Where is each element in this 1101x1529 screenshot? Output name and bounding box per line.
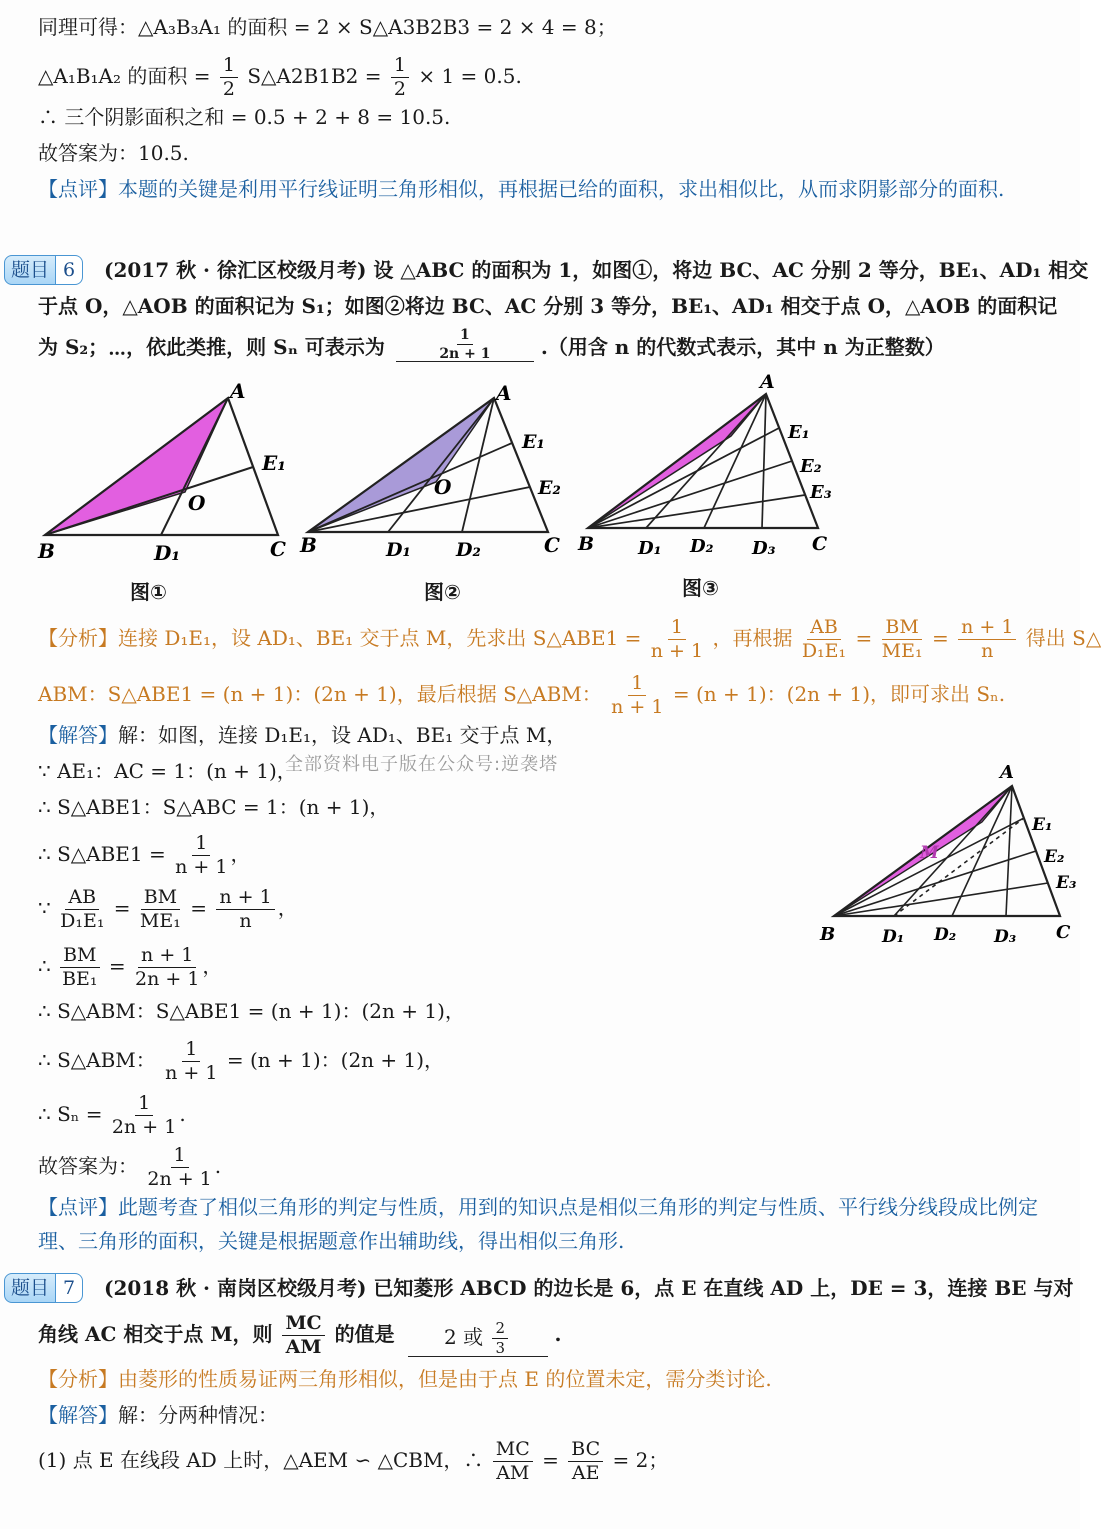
q6-stem-1: (2017 秋 · 徐汇区校级月考) 设 △ABC 的面积为 1，如图①，将边 BC、AC 分别 2 等分，BE₁、AD₁ 相交 bbox=[104, 258, 1089, 282]
q6-solution-line-6: ∴ $\frac{BM}{\text{BE₁}}$ = $\frac{n + 1}{2n + 1}$ ， bbox=[38, 944, 223, 990]
label-d3: D₃ bbox=[994, 927, 1017, 947]
fraction: $\frac{1}{2n + 1}$ bbox=[111, 1092, 177, 1138]
label-e2: E₂ bbox=[1044, 847, 1065, 867]
label-e1: E₁ bbox=[522, 431, 545, 453]
label-d1: D₁ bbox=[638, 538, 662, 559]
label-o: O bbox=[188, 491, 206, 515]
question-badge-6: 题目 6 bbox=[4, 254, 83, 286]
label-a: A bbox=[1000, 762, 1014, 783]
q6-solution-line-4: ∴ S△ABE1 = $\frac{1}{n + 1}$ ， bbox=[38, 832, 251, 878]
q7-analysis: 【分析】由菱形的性质易证两三角形相似，但是由于点 E 的位置未定，需分类讨论. bbox=[38, 1367, 772, 1391]
label-b: B bbox=[820, 924, 836, 945]
q6-comment: 【点评】此题考查了相似三角形的判定与性质，用到的知识点是相似三角形的判定与性质、平行线分线段成比例定理、三角形的面积，关键是根据题意作出辅助线，得出相似三角形. bbox=[38, 1195, 1038, 1253]
label-e1: E₁ bbox=[788, 422, 810, 443]
q6-solution-line-5: ∵ $\frac{AB}{\text{D₁E₁}}$ = $\frac{BM}{\text{ME₁}}$ = $\frac{n + 1}{n}$ ， bbox=[38, 886, 298, 932]
fraction: $\frac{BM}{\text{BE₁}}$ bbox=[62, 944, 98, 990]
label-o: O bbox=[434, 475, 452, 499]
prev-line-3: ∴ 三个阴影面积之和 = 0.5 + 2 + 8 = 10.5. bbox=[38, 105, 451, 129]
comment-tag: 【点评】 bbox=[38, 1195, 118, 1219]
triangle-abc bbox=[588, 394, 818, 528]
fraction: $\frac{n + 1}{n}$ bbox=[958, 618, 1016, 661]
watermark: 全部资料电子版在公众号:逆袭塔 bbox=[285, 754, 559, 775]
q6-analysis-line-2: ABM：S△ABE1 = (n + 1)：(2n + 1)，最后根据 S△ABM： $\frac{1}{n + 1}$ = (n + 1)：(2n + 1)，即可求出 Sₙ. bbox=[38, 672, 1006, 718]
label-e2: E₂ bbox=[538, 477, 561, 499]
solution-tag: 【解答】 bbox=[38, 1403, 118, 1427]
q6-solution-line-2: ∵ AE₁：AC = 1：(n + 1)， bbox=[38, 759, 297, 783]
fraction: $\frac{1}{n + 1}$ bbox=[611, 672, 664, 718]
segment-be1 bbox=[308, 443, 512, 532]
label-c: C bbox=[270, 537, 286, 561]
q6-solution-line-7: ∴ S△ABM：S△ABE1 = (n + 1)：(2n + 1)， bbox=[38, 999, 465, 1023]
fraction: $\frac{1}{2}$ bbox=[391, 56, 409, 99]
q7-solution-line-2: (1) 点 E 在线段 AD 上时，△AEM ∽ △CBM，∴ $\frac{MC}{AM}$ = $\frac{BC}{AE}$ = 2； bbox=[38, 1438, 669, 1484]
triangle-abc bbox=[834, 786, 1060, 916]
q6-analysis-line-1: 【分析】连接 D₁E₁，设 AD₁、BE₁ 交于点 M，先求出 S△ABE1 = $\frac{1}{n + 1}$ ，再根据 $\frac{AB}{\text{D₁E₁}}$ = $\frac{BM}{\text{ME₁}}$ = $\frac{n + 1}{n}$ 得出 S△ bbox=[38, 616, 1101, 662]
label-b: B bbox=[300, 533, 317, 557]
q6-stem-3: 为 S₂；⋯，依此类推，则 Sₙ 可表示为 $\frac{1}{2n + 1}$ .（用含 n 的代数式表示，其中 n 为正整数） bbox=[38, 327, 945, 362]
fraction: $\frac{1}{2}$ bbox=[220, 56, 238, 99]
figure-3-caption: 图③ bbox=[682, 576, 719, 600]
fraction: $\frac{1}{n + 1}$ bbox=[175, 832, 228, 878]
answer-fraction: $\frac{2}{3}$ bbox=[492, 1321, 508, 1356]
fraction: $\frac{BM}{\text{ME₁}}$ bbox=[139, 886, 181, 932]
figure-2-caption: 图② bbox=[424, 580, 461, 604]
label-d2: D₂ bbox=[690, 536, 714, 557]
analysis-tag: 【分析】 bbox=[38, 626, 118, 650]
fraction: $\frac{AB}{\text{D₁E₁}}$ bbox=[801, 616, 847, 662]
q6-solution-line-1: 【解答】解：如图，连接 D₁E₁，设 AD₁、BE₁ 交于点 M， bbox=[38, 723, 567, 747]
label-e1: E₁ bbox=[262, 451, 287, 475]
fraction: $\frac{BC}{AE}$ bbox=[568, 1440, 603, 1483]
label-c: C bbox=[812, 533, 828, 555]
label-e1: E₁ bbox=[1032, 815, 1053, 835]
q6-solution-line-3: ∴ S△ABE1：S△ABC = 1：(n + 1)， bbox=[38, 795, 390, 819]
fraction: $\frac{1}{n + 1}$ bbox=[165, 1038, 218, 1084]
prev-line-2: △A₁B₁A₂ 的面积 = $\frac{1}{2}$ S△A2B1B2 = $\frac{1}{2}$ × 1 = 0.5. bbox=[38, 54, 522, 100]
label-a: A bbox=[760, 371, 775, 393]
label-m: M bbox=[920, 843, 939, 863]
solution-figure bbox=[820, 758, 1080, 958]
comment-tag: 【点评】 bbox=[38, 177, 118, 201]
label-d1: D₁ bbox=[386, 539, 411, 561]
question-badge-7: 题目 7 bbox=[4, 1272, 83, 1304]
label-a: A bbox=[496, 381, 512, 405]
q7-stem-1: (2018 秋 · 南岗区校级月考) 已知菱形 ABCD 的边长是 6，点 E 在直线 AD 上，DE = 3，连接 BE 与对 bbox=[104, 1276, 1074, 1300]
prev-comment: 【点评】本题的关键是利用平行线证明三角形相似，再根据已给的面积，求出相似比，从而求阴影部分的面积. bbox=[38, 177, 1005, 201]
label-d1: D₁ bbox=[882, 927, 905, 947]
solution-tag: 【解答】 bbox=[38, 723, 118, 747]
fraction: $\frac{n + 1}{n}$ bbox=[216, 888, 274, 931]
q6-solution-line-9: ∴ Sₙ = $\frac{1}{2n + 1}$ . bbox=[38, 1092, 186, 1138]
label-e3: E₃ bbox=[810, 482, 832, 503]
segment-ad2 bbox=[704, 394, 766, 528]
segment-ad1 bbox=[894, 786, 1012, 916]
fraction: $\frac{MC}{AM}$ bbox=[493, 1440, 533, 1483]
label-e3: E₃ bbox=[1056, 873, 1077, 893]
label-d2: D₂ bbox=[934, 925, 957, 945]
label-c: C bbox=[1056, 922, 1071, 943]
segment-ad3 bbox=[1006, 786, 1012, 916]
analysis-tag: 【分析】 bbox=[38, 1367, 118, 1391]
q6-solution-line-10: 故答案为： $\frac{1}{2n + 1}$ . bbox=[38, 1144, 222, 1190]
segment-ad3 bbox=[762, 394, 766, 528]
label-a: A bbox=[230, 379, 246, 403]
label-e2: E₂ bbox=[800, 456, 822, 477]
answer-fraction: $\frac{1}{2n + 1}$ bbox=[439, 327, 491, 362]
q7-solution-line-1: 【解答】解：分两种情况： bbox=[38, 1403, 278, 1427]
fraction: $\frac{1}{2n + 1}$ bbox=[147, 1144, 212, 1190]
figure-1 bbox=[30, 370, 300, 570]
label-d1: D₁ bbox=[154, 541, 181, 565]
fraction: $\frac{n + 1}{2n + 1}$ bbox=[135, 944, 200, 990]
label-d3: D₃ bbox=[752, 538, 776, 559]
fraction: $\frac{MC}{AM}$ bbox=[282, 1314, 324, 1357]
fraction: $\frac{AB}{\text{D₁E₁}}$ bbox=[60, 886, 105, 932]
figure-2 bbox=[296, 381, 576, 574]
label-d2: D₂ bbox=[456, 539, 481, 561]
segment-ad1 bbox=[646, 394, 766, 528]
figure-1-caption: 图① bbox=[130, 580, 167, 604]
segment-be2 bbox=[588, 461, 792, 528]
label-c: C bbox=[544, 533, 560, 557]
q6-solution-line-8: ∴ S△ABM： $\frac{1}{n + 1}$ = (n + 1)：(2n + 1)， bbox=[38, 1038, 445, 1084]
fraction: $\frac{1}{n + 1}$ bbox=[650, 616, 704, 662]
fraction: $\frac{BM}{\text{ME₁}}$ bbox=[881, 616, 923, 662]
prev-line-1: 同理可得：△A₃B₃A₁ 的面积 = 2 × S△A3B2B3 = 2 × 4 = 8； bbox=[38, 15, 617, 39]
label-b: B bbox=[578, 533, 595, 555]
figure-3 bbox=[576, 368, 846, 568]
answer-blank bbox=[396, 328, 534, 362]
q7-stem-2: 角线 AC 相交于点 M，则 $\frac{MC}{AM}$ 的值是 2 或 $\frac{2}{3}$ . bbox=[38, 1312, 562, 1358]
q6-stem-2: 于点 O，△AOB 的面积记为 S₁；如图②将边 BC、AC 分别 3 等分，BE₁、AD₁ 相交于点 O，△AOB 的面积记 bbox=[38, 294, 1058, 318]
prev-line-4: 故答案为：10.5. bbox=[38, 141, 189, 165]
label-b: B bbox=[38, 539, 55, 563]
answer-blank: 2 或 $\frac{2}{3}$ bbox=[408, 1321, 548, 1357]
